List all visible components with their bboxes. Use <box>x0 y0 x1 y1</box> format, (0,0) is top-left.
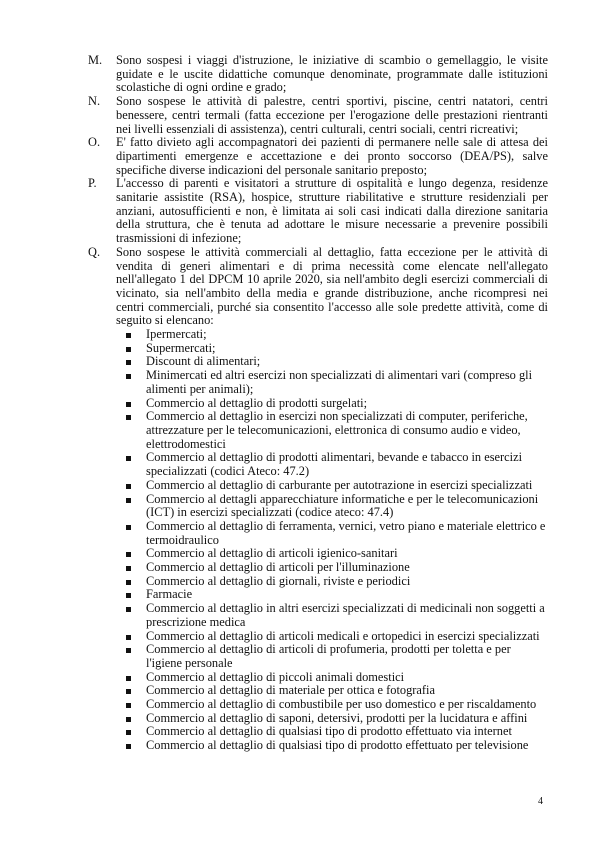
list-item-n <box>88 95 548 136</box>
square-bullet-icon <box>126 347 131 352</box>
bullet-item: Commercio al dettaglio di articoli medicali e ortopedici in esercizi specializzati <box>126 630 548 644</box>
bullet-item: Commercio al dettaglio di qualsiasi tipo di prodotto effettuato via internet <box>126 725 548 739</box>
bullet-item: Supermercati; <box>126 342 548 356</box>
item-text: E' fatto divieto agli accompagnatori dei pazienti di permanere nelle sale di attesa dei dipartimenti emergenze e accettazione e dei pronto soccorso (DEA/PS), salve specifiche diverse indicazioni del personale sanitario preposto; <box>116 135 548 177</box>
bullet-item: Commercio al dettaglio di articoli igienico-sanitari <box>126 547 548 561</box>
square-bullet-icon <box>126 402 131 407</box>
item-letter: O. <box>88 135 101 150</box>
bullet-item: Commercio al dettaglio di combustibile per uso domestico e per riscaldamento <box>126 698 548 712</box>
activities-bullet-list <box>88 328 548 753</box>
square-bullet-icon <box>126 360 131 365</box>
square-bullet-icon <box>126 676 131 681</box>
square-bullet-icon <box>126 689 131 694</box>
item-letter: N. <box>88 94 101 109</box>
square-bullet-icon <box>126 456 131 461</box>
item-text: Sono sospesi i viaggi d'istruzione, le iniziative di scambio o gemellaggio, le visite guidate e le uscite didattiche comunque denominate, programmate dalle istituzioni scolastiche di ogni ordine e grado; <box>116 53 548 95</box>
square-bullet-icon <box>126 648 131 653</box>
square-bullet-icon <box>126 607 131 612</box>
square-bullet-icon <box>126 635 131 640</box>
bullet-item: Commercio al dettaglio di qualsiasi tipo di prodotto effettuato per televisione <box>126 739 548 753</box>
bullet-item: Commercio al dettagli apparecchiature informatiche e per le telecomunicazioni (ICT) in esercizi specializzati (codice ateco: 47.4) <box>126 493 548 520</box>
page-number: 4 <box>538 796 543 807</box>
bullet-item: Farmacie <box>126 588 548 602</box>
item-text: Sono sospese le attività commerciali al dettaglio, fatta eccezione per le attività di vendita di generi alimentari e di prima necessità come elencate nell'allegato nell'allegato 1 del DPCM 10 aprile 2020, sia nell'ambito degli esercizi commerciali di vicinato, sia nell'ambito della media e grande distribuzione, anche ricompresi nei centri commerciali, purché sia consentito l'accesso alle sole predette attività, come di seguito si elencano: <box>116 244 548 328</box>
list-item-o <box>88 136 548 177</box>
square-bullet-icon <box>126 333 131 338</box>
square-bullet-icon <box>126 525 131 530</box>
square-bullet-icon <box>126 498 131 503</box>
bullet-item: Commercio al dettaglio di saponi, detersivi, prodotti per la lucidatura e affini <box>126 712 548 726</box>
square-bullet-icon <box>126 730 131 735</box>
bullet-item: Commercio al dettaglio di piccoli animali domestici <box>126 671 548 685</box>
bullet-item: Commercio al dettaglio di carburante per autotrazione in esercizi specializzati <box>126 479 548 493</box>
bullet-item: Ipermercati; <box>126 328 548 342</box>
square-bullet-icon <box>126 703 131 708</box>
list-item-p <box>88 177 548 246</box>
bullet-item: Commercio al dettaglio di prodotti surgelati; <box>126 397 548 411</box>
bullet-item: Minimercati ed altri esercizi non specializzati di alimentari vari (compreso gli alimenti per animali); <box>126 369 548 396</box>
square-bullet-icon <box>126 744 131 749</box>
list-item-q <box>88 246 548 328</box>
square-bullet-icon <box>126 484 131 489</box>
item-letter: P. <box>88 176 97 191</box>
list-item-m <box>88 54 548 95</box>
square-bullet-icon <box>126 566 131 571</box>
square-bullet-icon <box>126 374 131 379</box>
bullet-item: Commercio al dettaglio di ferramenta, vernici, vetro piano e materiale elettrico e termoidraulico <box>126 520 548 547</box>
item-text: Sono sospese le attività di palestre, centri sportivi, piscine, centri natatori, centri benessere, centri termali (fatta eccezione per l'erogazione delle prestazioni rientranti nei livelli essenziali di assistenza), centri culturali, centri sociali, centri ricreativi; <box>116 94 548 136</box>
bullet-item: Discount di alimentari; <box>126 355 548 369</box>
bullet-item: Commercio al dettaglio di articoli per l'illuminazione <box>126 561 548 575</box>
bullet-item: Commercio al dettaglio in esercizi non specializzati di computer, periferiche, attrezzature per le telecomunicazioni, elettronica di consumo audio e video, elettrodomestici <box>126 410 548 451</box>
square-bullet-icon <box>126 593 131 598</box>
item-letter: M. <box>88 53 103 67</box>
bullet-item: Commercio al dettaglio in altri esercizi specializzati di medicinali non soggetti a prescrizione medica <box>126 602 548 629</box>
item-text: L'accesso di parenti e visitatori a strutture di ospitalità e lungo degenza, residenze sanitarie assistite (RSA), hospice, strutture riabilitative e strutture residenziali per anziani, autosufficienti e non, è limitata ai soli casi indicati dalla direzione sanitaria della struttura, che è tenuta ad adottare le misure necessarie a prevenire possibili trasmissioni di infezione; <box>116 176 548 246</box>
bullet-item: Commercio al dettaglio di materiale per ottica e fotografia <box>126 684 548 698</box>
square-bullet-icon <box>126 717 131 722</box>
bullet-item: Commercio al dettaglio di prodotti alimentari, bevande e tabacco in esercizi specializzati (codici Ateco: 47.2) <box>126 451 548 478</box>
square-bullet-icon <box>126 580 131 585</box>
document-body <box>88 54 548 753</box>
item-letter: Q. <box>88 244 101 259</box>
square-bullet-icon <box>126 415 131 420</box>
bullet-item: Commercio al dettaglio di articoli di profumeria, prodotti per toletta e per l'igiene personale <box>126 643 548 670</box>
bullet-item: Commercio al dettaglio di giornali, riviste e periodici <box>126 575 548 589</box>
square-bullet-icon <box>126 552 131 557</box>
